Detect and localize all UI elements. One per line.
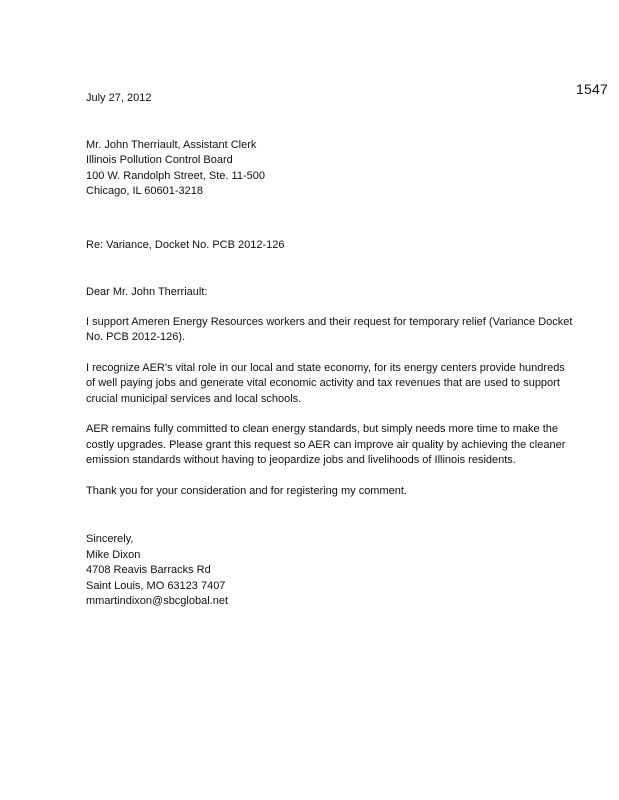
subject-line: Re: Variance, Docket No. PCB 2012-126 [86, 238, 285, 251]
page-number: 1547 [576, 81, 608, 97]
signer-street: 4708 Reavis Barracks Rd [86, 564, 211, 576]
signer-email: mmartindixon@sbcglobal.net [86, 595, 229, 607]
body-paragraph: I recognize AER's vital role in our local and state economy, for its energy centers provide hundreds of well paying jobs and generate vital economic activity and tax revenues that are used to support crucial municipal services and local schools. [86, 361, 565, 405]
recipient-line: Mr. John Therriault, Assistant Clerk [86, 138, 257, 151]
signature-block [86, 532, 586, 610]
closing: Sincerely, [86, 533, 134, 545]
signer-city: Saint Louis, MO 63123 7407 [86, 579, 226, 592]
recipient-address [86, 138, 586, 200]
letter-body [86, 91, 586, 610]
salutation: Dear Mr. John Therriault: [86, 286, 208, 298]
body-paragraph: Thank you for your consideration and for registering my comment. [86, 484, 407, 497]
body-paragraph: AER remains fully committed to clean energy standards, but simply needs more time to make the costly upgrades. Please grant this request so AER can improve air quality by achieving the cleaner emission standards without having to jeopardize jobs and livelihoods of Illinois residents. [86, 423, 566, 466]
letter-date: July 27, 2012 [86, 92, 152, 104]
signer-name: Mike Dixon [86, 548, 141, 561]
recipient-line: Chicago, IL 60601-3218 [86, 185, 204, 197]
recipient-line: 100 W. Randolph Street, Ste. 11-500 [86, 169, 265, 182]
body-paragraph: I support Ameren Energy Resources workers and their request for temporary relief (Variance Docket No. PCB 2012-126). [86, 315, 573, 343]
recipient-line: Illinois Pollution Control Board [86, 154, 233, 166]
